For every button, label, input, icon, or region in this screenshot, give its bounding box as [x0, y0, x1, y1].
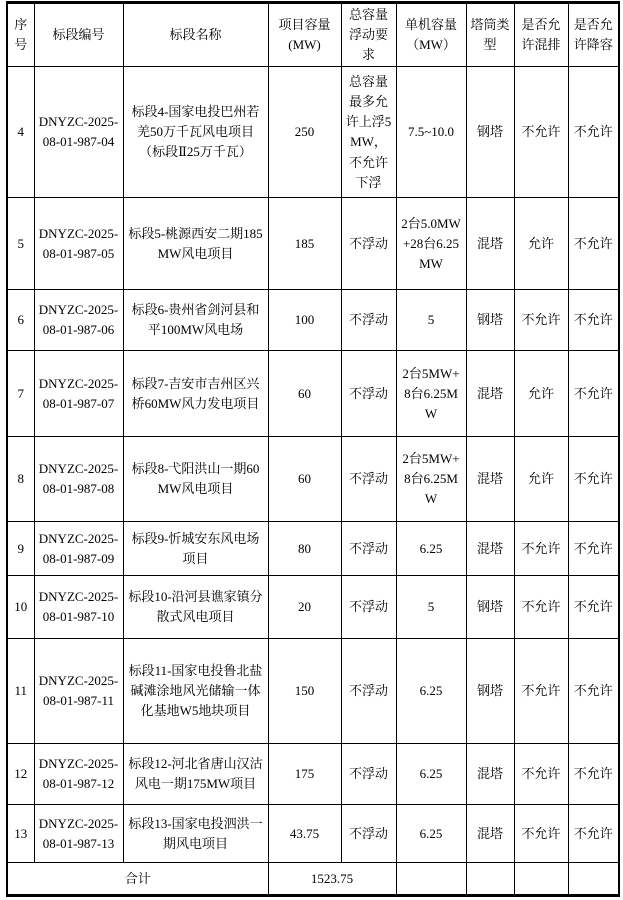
cell-unit-capacity: 5 [396, 576, 466, 639]
header-allow-mixed: 是否允许混排 [514, 3, 568, 67]
cell-float-req: 不浮动 [341, 351, 396, 437]
header-unit-capacity: 单机容量（MW） [396, 3, 466, 67]
cell-allow-mixed: 不允许 [514, 744, 568, 805]
cell-float-req: 不浮动 [341, 198, 396, 290]
table-row [7, 805, 619, 863]
cell-tower-type: 钢塔 [466, 67, 514, 198]
cell-tower-type: 钢塔 [466, 639, 514, 744]
cell-allow-derate: 不允许 [568, 744, 619, 805]
cell-no: 13 [7, 805, 34, 863]
cell-name: 标段12-河北省唐山汉沽风电一期175MW项目 [123, 744, 268, 805]
cell-allow-mixed: 不允许 [514, 67, 568, 198]
cell-capacity: 150 [268, 639, 341, 744]
cell-no: 6 [7, 290, 34, 351]
cell-name: 标段8-弋阳洪山一期60MW风电项目 [123, 437, 268, 522]
cell-tower-type: 钢塔 [466, 576, 514, 639]
cell-name: 标段13-国家电投泗洪一期风电项目 [123, 805, 268, 863]
cell-no: 8 [7, 437, 34, 522]
cell-no: 4 [7, 67, 34, 198]
table-row [7, 522, 619, 576]
header-tower-type: 塔筒类型 [466, 3, 514, 67]
cell-no: 11 [7, 639, 34, 744]
cell-float-req: 不浮动 [341, 805, 396, 863]
cell-allow-derate: 不允许 [568, 576, 619, 639]
cell-capacity: 60 [268, 437, 341, 522]
cell-allow-mixed: 允许 [514, 437, 568, 522]
cell-unit-capacity: 6.25 [396, 744, 466, 805]
total-capacity: 1523.75 [268, 863, 396, 896]
cell-tower-type: 混塔 [466, 805, 514, 863]
cell-tower-type: 钢塔 [466, 290, 514, 351]
cell-capacity: 100 [268, 290, 341, 351]
cell-capacity: 20 [268, 576, 341, 639]
cell-allow-mixed: 不允许 [514, 805, 568, 863]
cell-unit-capacity: 6.25 [396, 522, 466, 576]
cell-float-req: 总容量最多允许上浮5MW，不允许下浮 [341, 67, 396, 198]
header-project-capacity: 项目容量(MW) [268, 3, 341, 67]
cell-no: 10 [7, 576, 34, 639]
header-no: 序号 [7, 3, 34, 67]
table-footer [7, 863, 619, 896]
cell-name: 标段11-国家电投鲁北盐碱滩涂地风光储输一体化基地W5地块项目 [123, 639, 268, 744]
cell-code: DNYZC-2025-08-01-987-04 [34, 67, 123, 198]
cell-capacity: 175 [268, 744, 341, 805]
cell-tower-type: 混塔 [466, 744, 514, 805]
cell-float-req: 不浮动 [341, 522, 396, 576]
table-row [7, 639, 619, 744]
cell-allow-derate: 不允许 [568, 805, 619, 863]
cell-tower-type: 混塔 [466, 522, 514, 576]
table-body [7, 67, 619, 863]
table-row [7, 67, 619, 198]
cell-code: DNYZC-2025-08-01-987-09 [34, 522, 123, 576]
cell-allow-derate: 不允许 [568, 67, 619, 198]
cell-float-req: 不浮动 [341, 290, 396, 351]
header-section-code: 标段编号 [34, 3, 123, 67]
header-row [7, 3, 619, 67]
cell-capacity: 80 [268, 522, 341, 576]
cell-allow-derate: 不允许 [568, 522, 619, 576]
cell-float-req: 不浮动 [341, 437, 396, 522]
header-allow-derate: 是否允许降容 [568, 3, 619, 67]
cell-capacity: 185 [268, 198, 341, 290]
table-row [7, 351, 619, 437]
cell-code: DNYZC-2025-08-01-987-06 [34, 290, 123, 351]
cell-name: 标段10-沿河县谯家镇分散式风电项目 [123, 576, 268, 639]
cell-name: 标段9-忻城安东风电场项目 [123, 522, 268, 576]
cell-no: 9 [7, 522, 34, 576]
cell-unit-capacity: 2台5MW+8台6.25MW [396, 351, 466, 437]
header-capacity-float-requirement: 总容量浮动要求 [341, 3, 396, 67]
cell-capacity: 43.75 [268, 805, 341, 863]
table-row [7, 744, 619, 805]
cell-allow-mixed: 不允许 [514, 522, 568, 576]
table-row [7, 198, 619, 290]
cell-allow-derate: 不允许 [568, 290, 619, 351]
cell-code: DNYZC-2025-08-01-987-05 [34, 198, 123, 290]
table-row [7, 576, 619, 639]
cell-code: DNYZC-2025-08-01-987-13 [34, 805, 123, 863]
cell-name: 标段5-桃源西安二期185MW风电项目 [123, 198, 268, 290]
cell-unit-capacity: 2台5.0MW+28台6.25MW [396, 198, 466, 290]
cell-allow-derate: 不允许 [568, 639, 619, 744]
total-empty-cell [568, 863, 619, 896]
cell-code: DNYZC-2025-08-01-987-11 [34, 639, 123, 744]
table-row [7, 437, 619, 522]
cell-allow-mixed: 不允许 [514, 290, 568, 351]
total-row [7, 863, 619, 896]
cell-unit-capacity: 5 [396, 290, 466, 351]
cell-unit-capacity: 6.25 [396, 639, 466, 744]
total-label: 合计 [7, 863, 268, 896]
table-row [7, 290, 619, 351]
cell-tower-type: 混塔 [466, 437, 514, 522]
cell-capacity: 250 [268, 67, 341, 198]
total-empty-cell [396, 863, 466, 896]
header-section-name: 标段名称 [123, 3, 268, 67]
total-empty-cell [514, 863, 568, 896]
cell-name: 标段6-贵州省剑河县和平100MW风电场 [123, 290, 268, 351]
cell-unit-capacity: 2台5MW+8台6.25MW [396, 437, 466, 522]
cell-no: 12 [7, 744, 34, 805]
bidding-sections-table [6, 1, 620, 897]
cell-code: DNYZC-2025-08-01-987-07 [34, 351, 123, 437]
total-empty-cell [466, 863, 514, 896]
cell-unit-capacity: 7.5~10.0 [396, 67, 466, 198]
cell-no: 5 [7, 198, 34, 290]
cell-float-req: 不浮动 [341, 639, 396, 744]
cell-allow-mixed: 允许 [514, 198, 568, 290]
cell-capacity: 60 [268, 351, 341, 437]
cell-code: DNYZC-2025-08-01-987-12 [34, 744, 123, 805]
cell-name: 标段7-吉安市吉州区兴桥60MW风力发电项目 [123, 351, 268, 437]
cell-allow-mixed: 不允许 [514, 639, 568, 744]
cell-tower-type: 混塔 [466, 198, 514, 290]
table-header [7, 3, 619, 67]
cell-float-req: 不浮动 [341, 576, 396, 639]
cell-float-req: 不浮动 [341, 744, 396, 805]
cell-code: DNYZC-2025-08-01-987-10 [34, 576, 123, 639]
cell-allow-derate: 不允许 [568, 437, 619, 522]
cell-tower-type: 混塔 [466, 351, 514, 437]
cell-allow-mixed: 不允许 [514, 576, 568, 639]
cell-no: 7 [7, 351, 34, 437]
cell-allow-derate: 不允许 [568, 351, 619, 437]
cell-unit-capacity: 6.25 [396, 805, 466, 863]
cell-name: 标段4-国家电投巴州若羌50万千瓦风电项目（标段Ⅱ25万千瓦） [123, 67, 268, 198]
cell-allow-derate: 不允许 [568, 198, 619, 290]
cell-code: DNYZC-2025-08-01-987-08 [34, 437, 123, 522]
cell-allow-mixed: 允许 [514, 351, 568, 437]
